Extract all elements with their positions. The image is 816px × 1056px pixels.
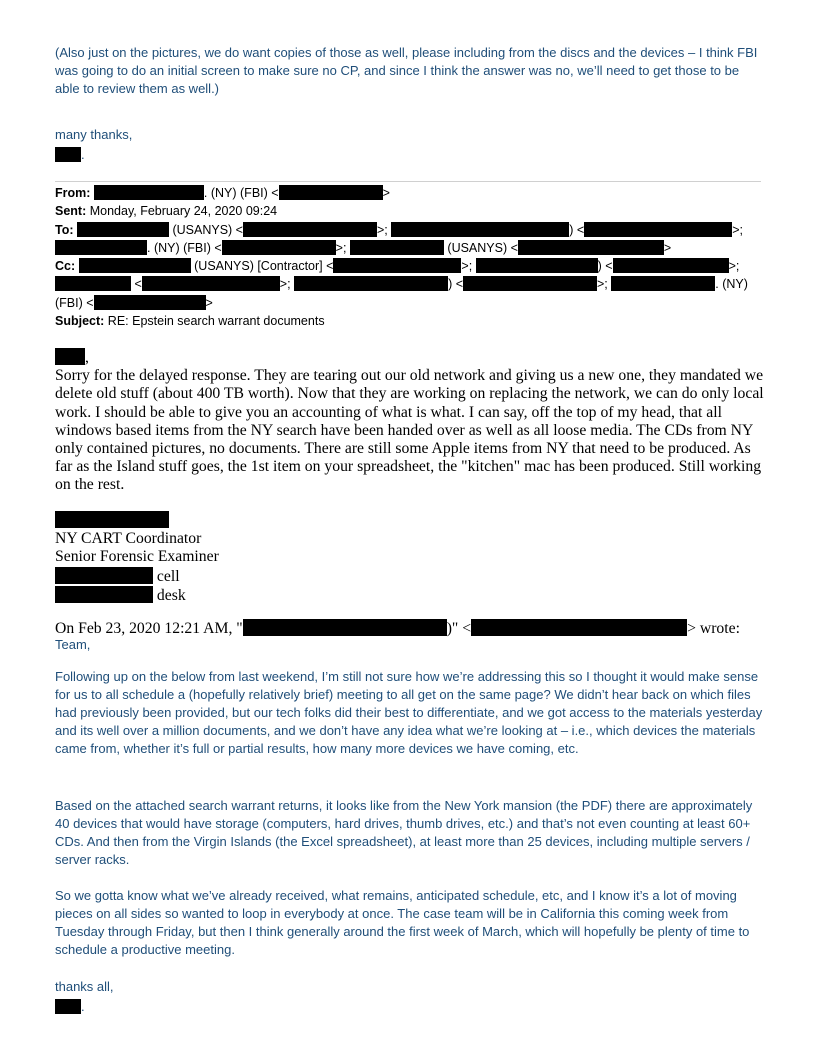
redaction-box [142,276,280,291]
redaction-box [55,240,147,255]
redaction-box [471,619,687,636]
period: . [81,999,85,1014]
to-text: > [663,240,672,255]
cc-text: >; [728,259,740,274]
top-paragraph [55,44,763,98]
top-paragraph-text: (Also just on the pictures, we do want copies of those as well, please including from the discs and the devices – I think FBI was going to do an initial screen to make sure no CP, and since I think the answer was no, we’ll need to get those to be able to review them as well.) [55,45,758,96]
redaction-box [94,185,204,200]
quoted-paragraph-3: So we gotta know what we’ve already received, what remains, anticipated schedule, etc, and I know it’s a lot of moving pieces on all sides so wanted to loop in everybody at once. The case team will be in California this coming week from Tuesday through Friday, but then I think generally around the first week of March, which will hopefully be plenty of time to schedule a productive meeting. [55,888,750,957]
cc-text: >; [597,277,608,292]
sent-value: Monday, February 24, 2020 09:24 [89,204,278,219]
redaction-box [222,240,336,255]
cc-text: ) < [448,277,463,292]
redaction-box [55,276,131,291]
to-line-2 [55,239,763,257]
period: . [81,147,85,162]
reply-greeting [55,348,765,367]
to-text: >; [377,222,388,237]
redaction-box [55,999,81,1014]
from-line [55,184,763,202]
redaction-box [55,586,153,603]
redaction-box [55,567,153,584]
quoted-signoff [55,978,767,1016]
sig-title-2: Senior Forensic Examiner [55,548,219,566]
cc-text: > [205,295,213,310]
sig-title-1: NY CART Coordinator [55,530,202,548]
redaction-box [55,348,85,365]
redaction-box [94,295,206,310]
attribution-mid: )" < [446,620,472,637]
redaction-box [613,258,729,273]
redaction-box [463,276,597,291]
sent-label: Sent: [55,204,87,219]
subject-value: RE: Epstein search warrant documents [107,314,325,329]
cc-line [55,257,763,275]
quoted-paragraph-2: Based on the attached search warrant returns, it looks like from the New York mansion (the PDF) there are approximately 40 devices that would have storage (computers, hard drives, thumb drives, etc.) and that’s not even counting at least 60+ CDs. And then from the Virgin Islands (the Excel spreadsheet), at least more than 25 devices, including multiple servers / server racks. [55,798,753,867]
redaction-box [243,619,447,636]
greeting-comma: , [85,349,89,366]
sent-line [55,202,763,220]
cc-text: >; [461,259,473,274]
cc-text: < [134,277,142,292]
redaction-box [77,222,169,237]
cc-text: >; [279,277,291,292]
sig-desk: desk [156,586,186,604]
redaction-box [79,258,191,273]
from-text-end: > [382,186,390,200]
quoted-greeting: Team, [55,637,91,652]
quoted-paragraph-1: Following up on the below from last weekend, I’m still not sure how we’re addressing this so I thought it would make sense for us to all schedule a (hopefully relatively brief) meeting to all get on the same page? We didn’t hear back on which files had previously been provided, but our tech folks did their best to differentiate, and we got access to the materials yesterday and its well over a million documents, and we don’t have any idea what we’re looking at – i.e., which devices the materials came from, whether it’s full or partial results, how many more devices we have coming, etc. [55,669,763,756]
redaction-box [391,222,569,237]
redaction-box [55,147,81,162]
cc-label: Cc: [55,259,76,274]
cc-text: ) < [597,259,613,274]
to-text: . (NY) (FBI) < [147,240,222,255]
cc-line-3 [55,294,763,312]
from-text: . (NY) (FBI) < [203,186,279,200]
redaction-box [294,276,448,291]
redaction-box [333,258,461,273]
top-thanks: many thanks, [55,127,133,142]
subject-label: Subject: [55,314,105,329]
redaction-box [518,240,664,255]
redaction-box [611,276,715,291]
to-text: (USANYS) < [172,222,243,237]
attribution-suffix: > wrote: [687,620,740,637]
sig-cell: cell [156,567,180,585]
attribution-prefix: On Feb 23, 2020 12:21 AM, " [55,620,243,637]
redaction-box [55,511,169,528]
to-text: (USANYS) < [447,240,518,255]
email-header [55,184,763,330]
cc-text: . (NY) [715,277,748,292]
cc-text: (USANYS) [Contractor] < [194,259,334,274]
cc-line-2 [55,275,763,293]
redaction-box [279,185,383,200]
cc-text: (FBI) < [55,295,94,310]
redaction-box [476,258,598,273]
reply-text: Sorry for the delayed response. They are tearing out our old network and giving us a new one, they mandated we delete old stuff (about 400 TB worth). Now that they are working on replacing the network, we can do only local work. I should be able to give you an accounting of what is what. I can say, off the top of my head, that all windows based items from the NY search have been handed over as well as all loose media. The CDs from NY only contained pictures, no documents. There are still some Apple items from NY that need to be produced. As far as the Island stuff goes, the 1st item on your spreadsheet, the "kitchen" mac has been produced. Still working on the rest. [55,367,764,494]
to-text: ) < [569,222,585,237]
to-line [55,221,763,239]
from-label: From: [55,186,91,200]
redaction-box [584,222,732,237]
reply-body [55,348,765,495]
to-text: >; [732,222,743,237]
quoted-thanks: thanks all, [55,979,114,994]
subject-line [55,312,763,330]
redaction-box [243,222,377,237]
to-text: >; [335,240,347,255]
to-label: To: [55,222,74,237]
top-signoff [55,126,132,164]
divider [55,181,761,182]
reply-signature [55,511,219,605]
redaction-box [350,240,444,255]
